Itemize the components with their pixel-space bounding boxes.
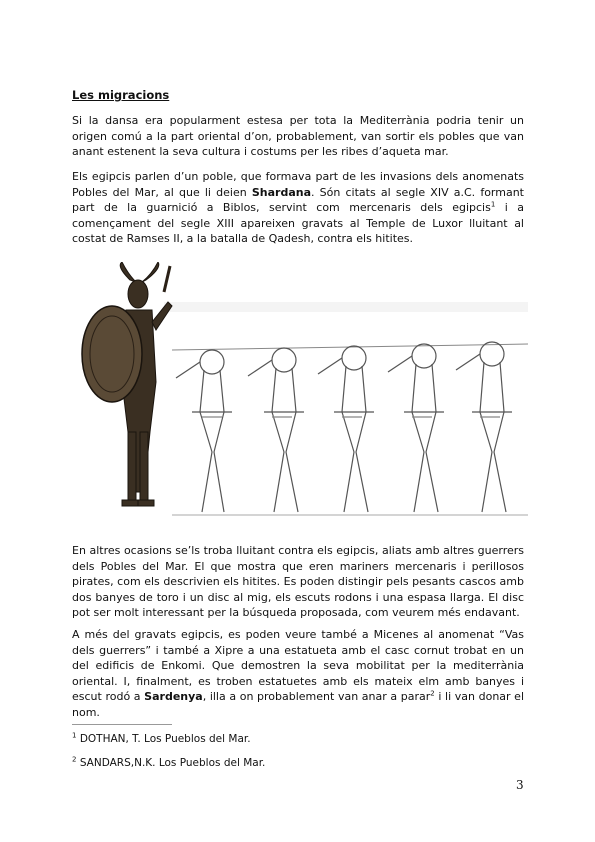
footnote-2: $^2$ SANDARS,N.K. Los Pueblos del Mar. [72, 755, 266, 769]
round-shield [82, 306, 142, 402]
paragraph-1: Si la dansa era popularment estesa per tota la Mediterrània podria tenir un origen comú a la part oriental d’on, probablement, van sortir els pobles que van anant estenent la seva cultura i costums per les ribes d’aqueta mar. [72, 114, 524, 158]
paragraph-3: En altres ocasions se’ls troba lluitant contra els egipcis, aliats amb altres guerrers dels Pobles del Mar. El que mostra que eren mariners mercenaris i perillosos pirates, com els descrivien els hitites. Es poden distingir pels pesants cascos amb dos banyes de toro i un disc al mig, els escuts rodons i una espasa llarga. El disc pot ser molt interessant per la búsqueda proposada, com veurem més endavant. [72, 544, 524, 619]
paragraph-4: A més del gravats egipcis, es poden veure també a Micenes al anomenat “Vas dels guerrers” i també a Xipre a una estatueta amb el casc cornut trobat en un del edificis de Enkomi. Que demostren la seva mobilitat per la mediterrània oriental. I, finalment, es troben estatuetes amb els mateix elm amb banyes i escut rodó a Sardenya, illa a on probablement van anar a parar$^2$ i li van donar el nom. [72, 628, 524, 719]
footnote-ref-2: 2 [430, 689, 435, 698]
footnote-separator [72, 724, 172, 725]
paragraph-2: Els egipcis parlen d’un poble, que formava part de les invasions dels anomenats Pobles del Mar, al que li deien Shardana. Són citats al segle XIV a.C. formant part de la guarnició a Biblos, servint com mercenaris dels egipcis$^1$ i a començament del segle XIII apareixen gravats al Temple de Luxor lluitant al costat de Ramses II, a la batalla de Qadesh, contra els hitites. [72, 170, 525, 245]
section-heading: Les migracions [72, 88, 170, 102]
footnote-1: $^1$ DOTHAN, T. Los Pueblos del Mar. [72, 731, 251, 745]
page-number: 3 [516, 778, 524, 792]
footnote-ref-1: 1 [490, 200, 496, 209]
relief-warriors [176, 342, 512, 512]
shardana-illustration [72, 262, 528, 538]
